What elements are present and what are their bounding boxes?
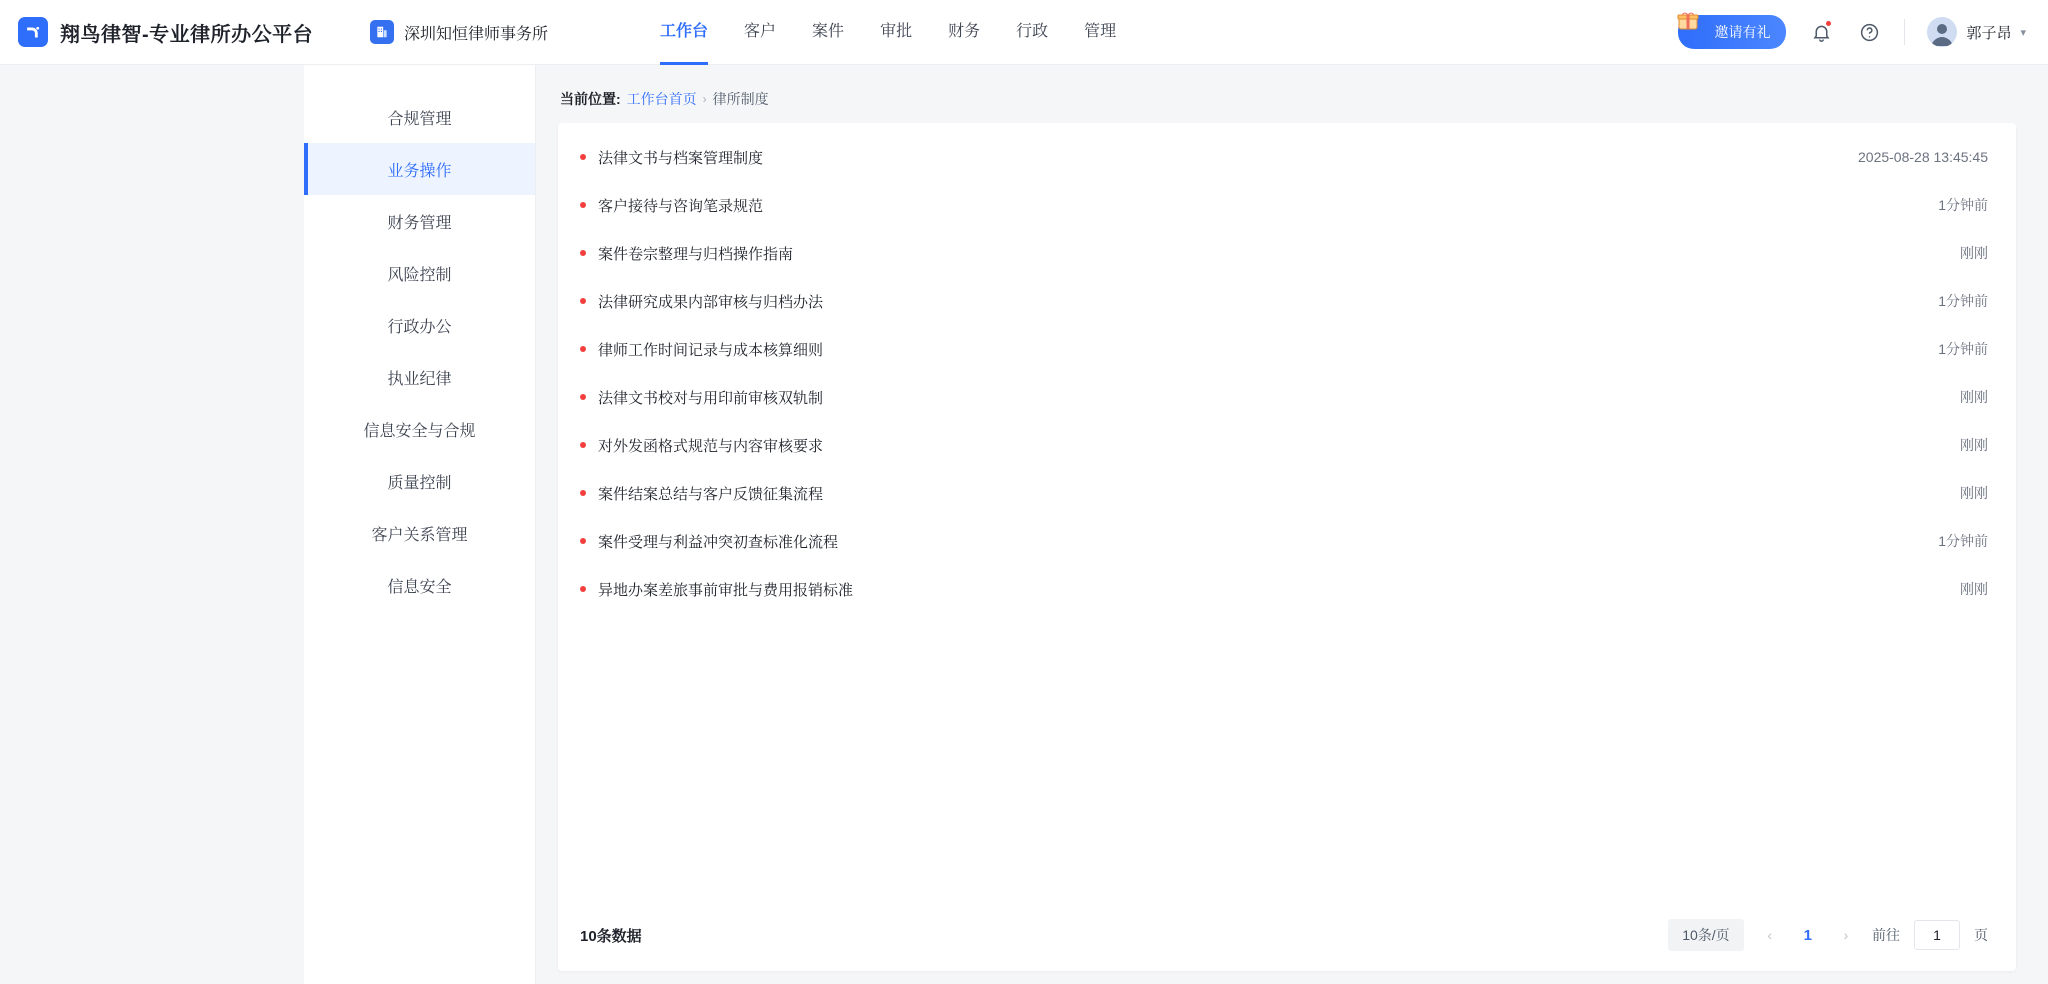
sidebar-item-customer-relationship-management[interactable]: 客户关系管理 — [371, 526, 468, 544]
unread-dot-icon — [580, 442, 586, 448]
menu-item-cases[interactable]: 案件 — [812, 22, 845, 40]
list-item-title: 客户接待与咨询笔录规范 — [598, 197, 764, 215]
unread-dot-icon — [580, 490, 586, 496]
pagination-bar — [558, 899, 2016, 971]
list-item[interactable] — [580, 421, 1988, 469]
user-name: 郭子昂 — [1966, 24, 2012, 42]
unread-dot-icon — [580, 586, 586, 592]
sidebar-item-administrative-office[interactable]: 行政办公 — [387, 318, 452, 336]
list-item-time: 刚刚 — [1960, 485, 1988, 501]
total-count-label: 10条数据 — [580, 927, 642, 945]
breadcrumb — [558, 85, 2016, 113]
sidebar-item-practice-discipline[interactable]: 执业纪律 — [387, 370, 452, 388]
list-item-title: 法律文书校对与用印前审核双轨制 — [598, 389, 824, 407]
list-item[interactable] — [580, 181, 1988, 229]
list-item-title: 律师工作时间记录与成本核算细则 — [598, 341, 824, 359]
jump-label: 前往 — [1872, 927, 1900, 943]
page-size-select[interactable]: 10条/页 — [1668, 919, 1743, 951]
sidebar-item-information-security[interactable]: 信息安全 — [387, 578, 452, 596]
gift-icon — [1672, 5, 1704, 37]
bell-icon[interactable] — [1808, 19, 1834, 45]
list-item-title: 案件结案总结与客户反馈征集流程 — [598, 485, 824, 503]
unread-dot-icon — [580, 154, 586, 160]
next-page-button[interactable]: › — [1843, 927, 1849, 943]
sidebar-item-business-operations[interactable]: 业务操作 — [304, 143, 535, 195]
list-item[interactable] — [580, 229, 1988, 277]
sidebar-item-risk-control[interactable]: 风险控制 — [387, 266, 452, 284]
left-spacer — [0, 65, 304, 984]
list-item[interactable] — [580, 469, 1988, 517]
list-item[interactable] — [580, 517, 1988, 565]
firm-selector[interactable] — [370, 20, 548, 44]
menu-item-administration[interactable]: 行政 — [1016, 22, 1049, 40]
chevron-down-icon: ▾ — [2020, 26, 2026, 39]
list-item-time: 2025-08-28 13:45:45 — [1858, 149, 1988, 165]
list-item-time: 刚刚 — [1960, 245, 1988, 261]
menu-item-workbench[interactable]: 工作台 — [660, 0, 708, 65]
divider — [1904, 19, 1905, 45]
prev-page-button[interactable]: ‹ — [1767, 927, 1772, 943]
list-item[interactable] — [580, 565, 1988, 613]
unread-dot-icon — [580, 250, 586, 256]
list-item-title: 法律研究成果内部审核与归档办法 — [598, 293, 824, 311]
top-navigation-bar — [0, 0, 2048, 65]
unread-dot-icon — [580, 538, 586, 544]
sidebar-item-quality-control[interactable]: 质量控制 — [387, 474, 452, 492]
menu-item-clients[interactable]: 客户 — [744, 22, 777, 40]
list-item-time: 1分钟前 — [1938, 341, 1988, 357]
list-item-time: 1分钟前 — [1938, 293, 1988, 309]
list-item-title: 对外发函格式规范与内容审核要求 — [598, 437, 824, 455]
list-item-title: 案件受理与利益冲突初查标准化流程 — [598, 533, 839, 551]
list-item[interactable] — [580, 325, 1988, 373]
top-right-actions — [1678, 15, 2048, 49]
sidebar-item-information-security-compliance[interactable]: 信息安全与合规 — [363, 422, 476, 440]
invite-button-label: 邀请有礼 — [1714, 24, 1771, 40]
list-item-time: 刚刚 — [1960, 581, 1988, 597]
breadcrumb-label: 当前位置: — [560, 91, 621, 107]
list-item-time: 刚刚 — [1960, 437, 1988, 453]
question-circle-icon[interactable] — [1856, 19, 1882, 45]
user-menu[interactable] — [1927, 17, 2026, 47]
menu-item-finance[interactable]: 财务 — [948, 22, 981, 40]
unread-dot-icon — [580, 298, 586, 304]
page-body — [0, 65, 2048, 984]
building-icon — [370, 20, 394, 44]
jump-unit-label: 页 — [1974, 927, 1988, 943]
sidebar-item-compliance-management[interactable]: 合规管理 — [387, 110, 452, 128]
breadcrumb-link-workbench-home[interactable]: 工作台首页 — [626, 91, 697, 107]
jump-page-input[interactable] — [1914, 920, 1960, 950]
avatar — [1927, 17, 1957, 47]
chevron-right-icon: › — [702, 92, 707, 106]
list-item[interactable] — [580, 133, 1988, 181]
content-area — [536, 65, 2048, 984]
unread-dot-icon — [580, 202, 586, 208]
menu-item-approvals[interactable]: 审批 — [880, 22, 913, 40]
list-item[interactable] — [580, 277, 1988, 325]
invite-button[interactable] — [1678, 15, 1786, 49]
main-menu — [660, 0, 1116, 65]
unread-dot-icon — [580, 394, 586, 400]
list-item-time: 1分钟前 — [1938, 533, 1988, 549]
list-item-time: 刚刚 — [1960, 389, 1988, 405]
list-item-title: 异地办案差旅事前审批与费用报销标准 — [598, 581, 854, 599]
brand — [0, 17, 330, 47]
page-number-1[interactable]: 1 — [1803, 926, 1812, 944]
regulations-list — [558, 123, 2016, 899]
brand-title: 翔鸟律智-专业律所办公平台 — [60, 23, 314, 46]
list-item-title: 案件卷宗整理与归档操作指南 — [598, 245, 794, 263]
unread-dot-icon — [580, 346, 586, 352]
list-item[interactable] — [580, 373, 1988, 421]
breadcrumb-current: 律所制度 — [712, 91, 769, 107]
firm-name: 深圳知恒律师事务所 — [404, 25, 549, 43]
sidebar — [304, 65, 536, 984]
sidebar-item-financial-management[interactable]: 财务管理 — [387, 214, 452, 232]
bird-logo-icon — [18, 17, 48, 47]
list-item-title: 法律文书与档案管理制度 — [598, 149, 764, 167]
menu-item-management[interactable]: 管理 — [1084, 22, 1117, 40]
list-item-time: 1分钟前 — [1938, 197, 1988, 213]
pagination-controls — [1668, 919, 1988, 951]
regulations-panel — [558, 123, 2016, 971]
